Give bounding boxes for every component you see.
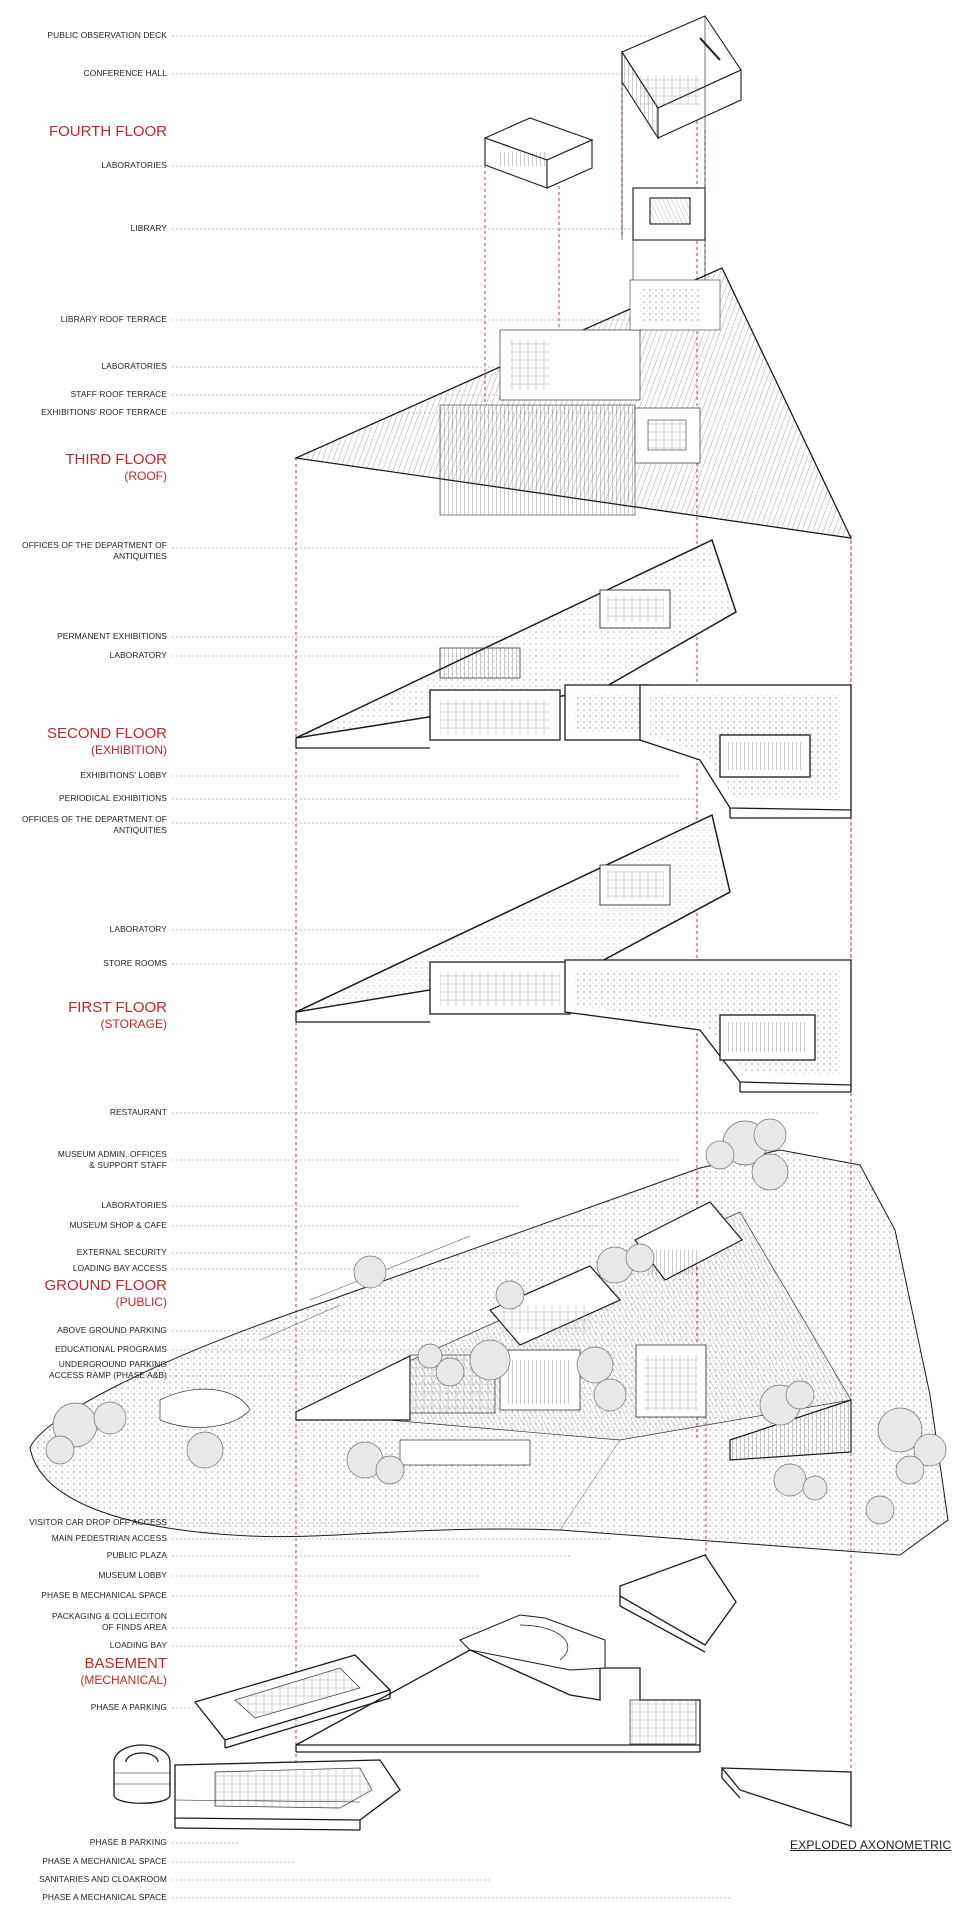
label-exhibitions-roof-terrace: EXHIBITIONS' ROOF TERRACE [41, 407, 167, 417]
label-offices-antiquities-second [22, 540, 167, 562]
floor-second-title: SECOND FLOOR [46, 725, 167, 742]
label-laboratories-fourth: LABORATORIES [101, 160, 167, 170]
label-phase-b-mechanical: PHASE B MECHANICAL SPACE [41, 1590, 167, 1600]
label-laboratories-ground: LABORATORIES [101, 1200, 167, 1210]
label-museum-admin-line1: MUSEUM ADMIN. OFFICES [57, 1149, 167, 1159]
label-store-rooms: STORE ROOMS [103, 958, 167, 968]
label-museum-admin [58, 1149, 167, 1171]
label-offices-antiquities-second-line1: OFFICES OF THE DEPARTMENT OF [21, 540, 167, 550]
fourth-floor-labs [485, 118, 592, 188]
floor-title-second [47, 726, 167, 758]
label-periodical-exhibitions: PERIODICAL EXHIBITIONS [59, 793, 167, 803]
floor-fourth-title: FOURTH FLOOR [48, 123, 167, 140]
label-packaging-finds [52, 1611, 167, 1633]
label-library-roof-terrace: LIBRARY ROOF TERRACE [60, 314, 167, 324]
label-public-observation-deck: PUBLIC OBSERVATION DECK [47, 30, 167, 40]
floor-ground-sub: (PUBLIC) [115, 1295, 167, 1309]
floor-title-ground [44, 1278, 167, 1310]
third-floor-roof [296, 268, 851, 538]
label-conference-hall: CONFERENCE HALL [83, 68, 167, 78]
label-laboratories-third: LABORATORIES [101, 361, 167, 371]
label-museum-lobby: MUSEUM LOBBY [98, 1570, 167, 1580]
floor-title-first [68, 1000, 167, 1032]
label-external-security: EXTERNAL SECURITY [76, 1247, 167, 1257]
label-public-plaza: PUBLIC PLAZA [106, 1550, 167, 1560]
label-underground-parking-ramp-line1: UNDERGROUND PARKING [58, 1359, 167, 1369]
label-permanent-exhibitions: PERMANENT EXHIBITIONS [57, 631, 167, 641]
label-restaurant: RESTAURANT [109, 1107, 167, 1117]
label-above-ground-parking: ABOVE GROUND PARKING [57, 1325, 167, 1335]
label-offices-antiquities-second-line2: ANTIQUITIES [113, 551, 167, 561]
label-laboratory-second: LABORATORY [109, 650, 167, 660]
floor-title-basement [80, 1656, 167, 1688]
basement-pieces [620, 1555, 851, 1826]
label-underground-parking-ramp [49, 1359, 167, 1381]
phase-b-parking [114, 1745, 400, 1830]
floor-third-sub: (ROOF) [124, 469, 167, 483]
label-sanitaries-cloakroom: SANITARIES AND CLOAKROOM [39, 1874, 167, 1884]
library-box [633, 188, 705, 280]
floor-title-fourth [49, 124, 167, 140]
label-museum-admin-line2: & SUPPORT STAFF [89, 1160, 167, 1170]
floor-basement-sub: (MECHANICAL) [80, 1673, 167, 1687]
floor-first-title: FIRST FLOOR [68, 999, 167, 1016]
label-laboratory-first: LABORATORY [109, 924, 167, 934]
floor-basement-title: BASEMENT [84, 1655, 167, 1672]
floor-second-sub: (EXHIBITION) [90, 743, 167, 757]
label-library: LIBRARY [130, 223, 167, 233]
label-offices-antiquities-first-line2: ANTIQUITIES [113, 825, 167, 835]
floor-ground-title: GROUND FLOOR [44, 1277, 167, 1294]
label-museum-shop-cafe: MUSEUM SHOP & CAFE [69, 1220, 167, 1230]
label-offices-antiquities-first-line1: OFFICES OF THE DEPARTMENT OF [21, 814, 167, 824]
label-visitor-car-drop-off: VISITOR CAR DROP OFF ACCESS [29, 1517, 167, 1527]
label-main-pedestrian-access: MAIN PEDESTRIAN ACCESS [51, 1533, 167, 1543]
floor-title-third [65, 452, 167, 484]
label-loading-bay-access: LOADING BAY ACCESS [72, 1263, 167, 1273]
label-exhibitions-lobby: EXHIBITIONS' LOBBY [80, 770, 167, 780]
floor-third-title: THIRD FLOOR [65, 451, 167, 468]
label-phase-a-mechanical-2: PHASE A MECHANICAL SPACE [42, 1892, 167, 1902]
label-offices-antiquities-first [22, 814, 167, 836]
label-staff-roof-terrace: STAFF ROOF TERRACE [70, 389, 167, 399]
label-underground-parking-ramp-line2: ACCESS RAMP (PHASE A&B) [48, 1370, 167, 1380]
floor-first-sub: (STORAGE) [100, 1017, 167, 1031]
label-phase-a-parking: PHASE A PARKING [90, 1702, 167, 1712]
label-phase-b-parking: PHASE B PARKING [89, 1837, 167, 1847]
label-packaging-finds-line1: PACKAGING & COLLECITON [52, 1611, 167, 1621]
first-floor-plan [296, 815, 851, 1092]
diagram-caption: EXPLODED AXONOMETRIC [790, 1838, 952, 1852]
label-educational-programs: EDUCATIONAL PROGRAMS [55, 1344, 167, 1354]
label-packaging-finds-line2: OF FINDS AREA [101, 1622, 167, 1632]
label-phase-a-mechanical-1: PHASE A MECHANICAL SPACE [42, 1856, 167, 1866]
label-loading-bay: LOADING BAY [109, 1640, 167, 1650]
